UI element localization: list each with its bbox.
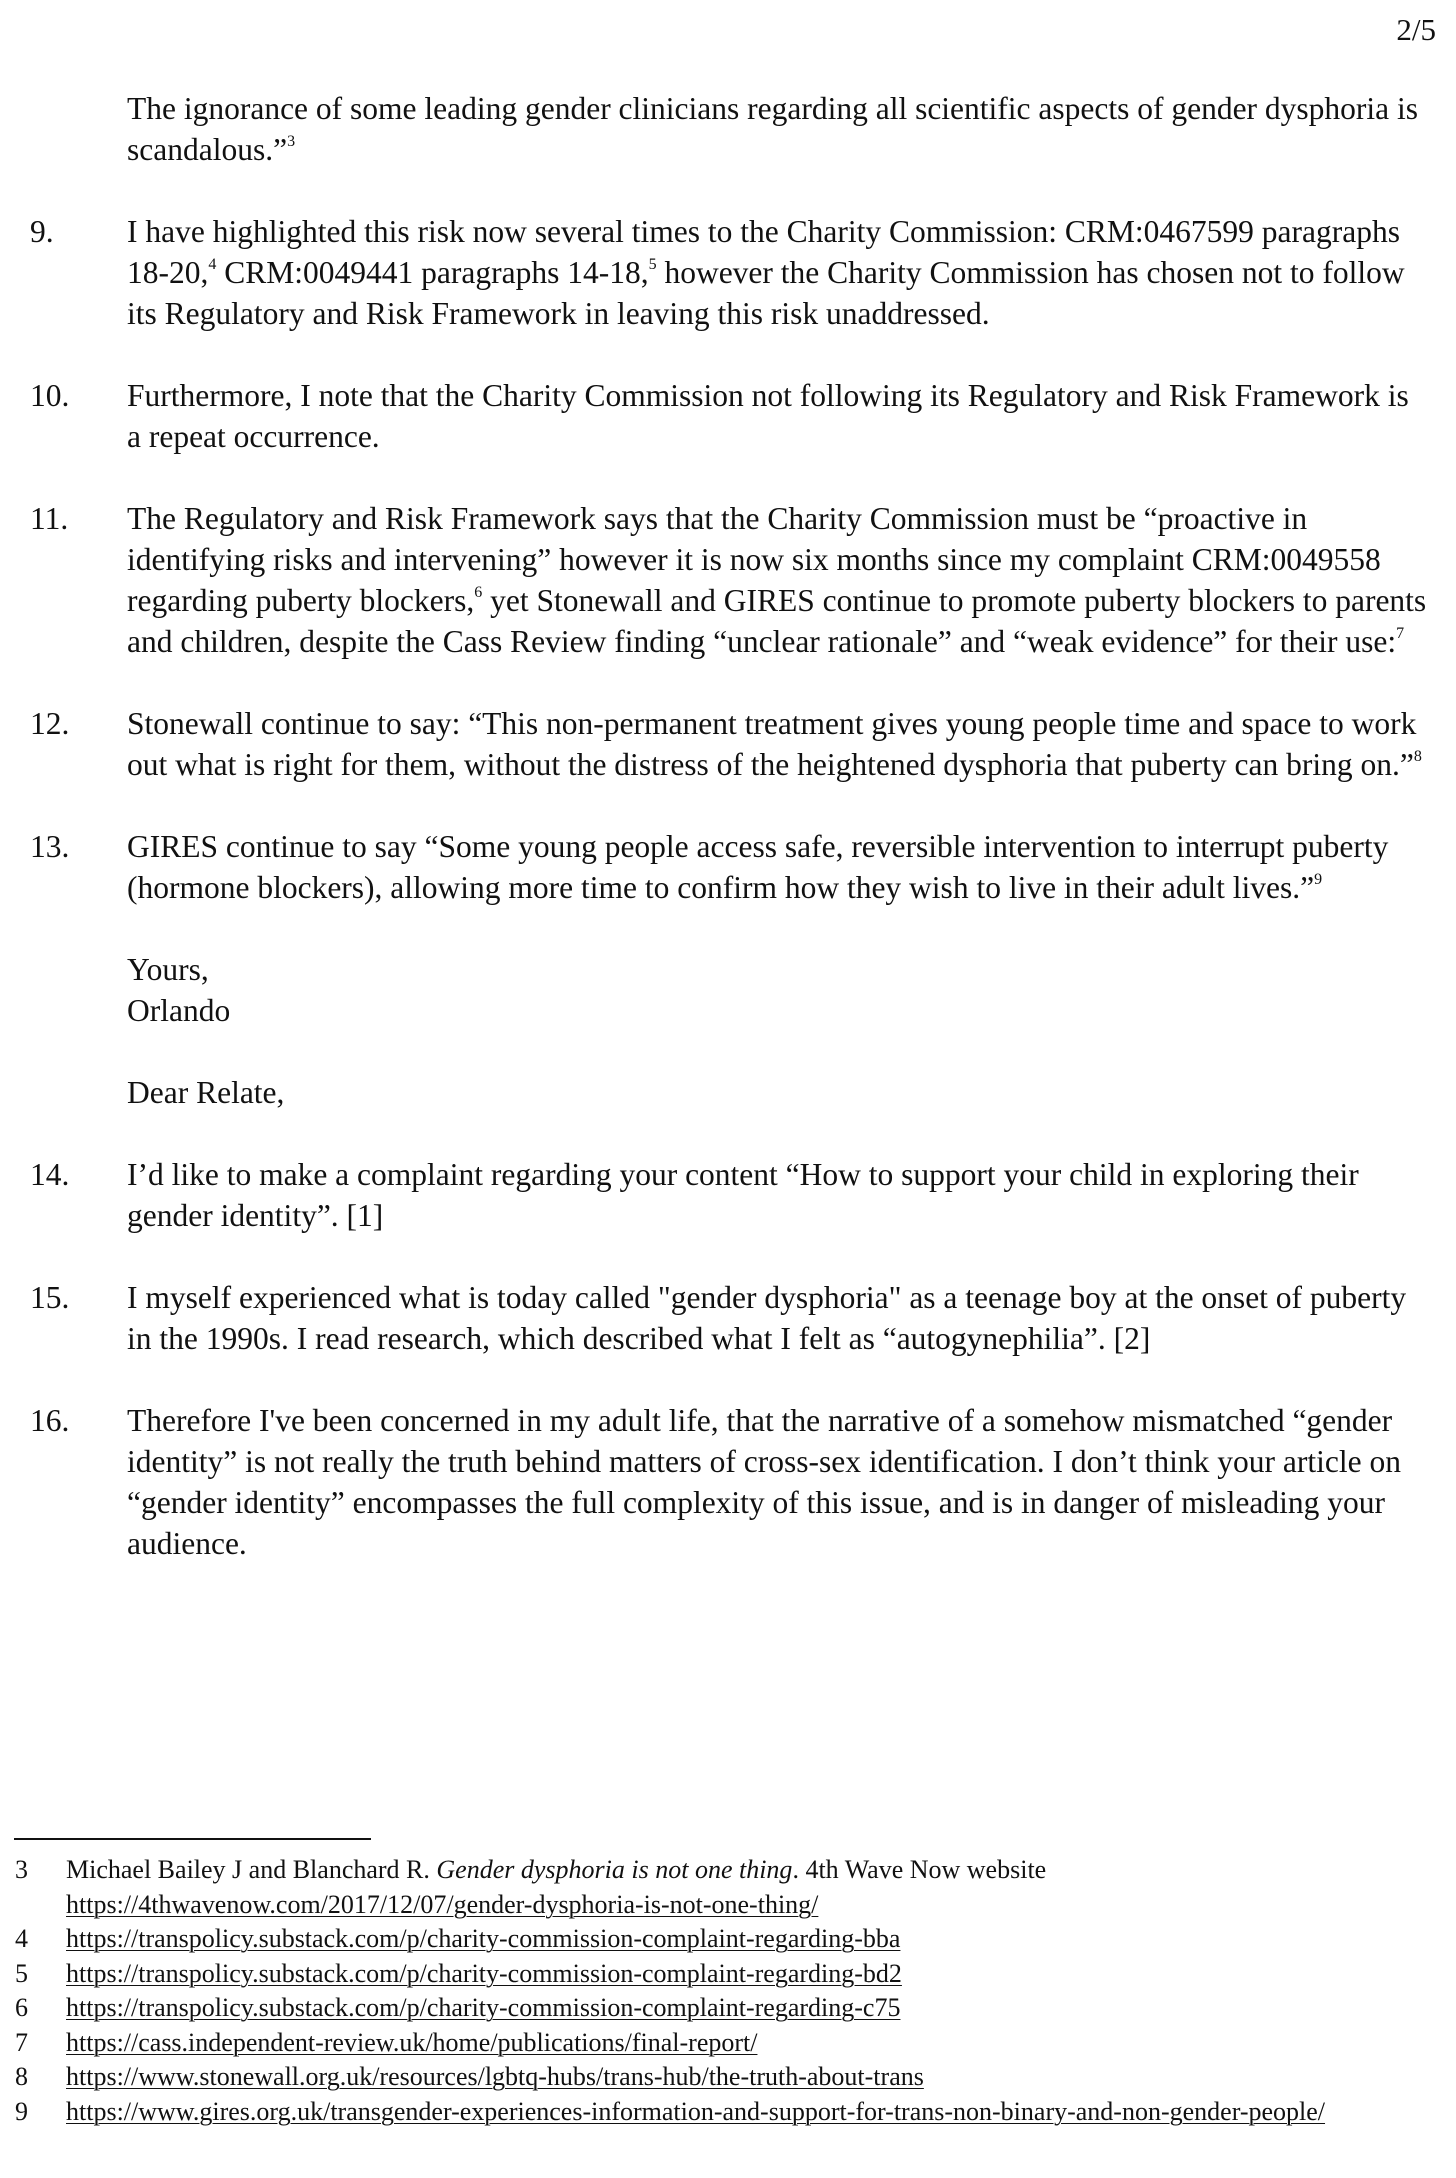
paragraph-text: GIRES continue to say “Some young people access safe, reversible intervention to interrupt puberty (hormone blockers), allowing more time to confirm how they wish to live in their adult lives.” [127, 829, 1389, 905]
paragraph-14 [30, 1154, 1427, 1236]
paragraph-number: 12. [30, 706, 70, 741]
footnote-number: 7 [15, 2027, 28, 2057]
letter-body [0, 88, 1456, 1605]
quote-continuation [127, 88, 1427, 170]
footnote-ref-7[interactable]: 7 [1396, 625, 1405, 642]
footnote-citation: Michael Bailey J and Blanchard R. [66, 1855, 437, 1884]
footnote-link[interactable]: https://transpolicy.substack.com/p/charity-commission-complaint-regarding-bba [66, 1924, 901, 1953]
page-number: 2/5 [1396, 12, 1436, 47]
paragraph-text: I’d like to make a complaint regarding your content “How to support your child in exploring their gender identity”. [1] [127, 1157, 1359, 1233]
footnote-divider [14, 1838, 371, 1840]
footnote-link[interactable]: https://4thwavenow.com/2017/12/07/gender-dysphoria-is-not-one-thing/ [66, 1889, 819, 1919]
paragraph-number: 9. [30, 214, 54, 249]
footnote-ref-3[interactable]: 3 [287, 133, 296, 150]
footnote-ref-8[interactable]: 8 [1413, 748, 1422, 765]
footnote-ref-4[interactable]: 4 [208, 256, 217, 273]
paragraph-text: yet Stonewall and GIRES continue to promote puberty blockers to parents and children, despite the Cass Review finding “unclear rationale” and “weak evidence” for their use: [127, 583, 1427, 659]
footnote-ref-5[interactable]: 5 [648, 256, 657, 273]
paragraph-number: 10. [30, 378, 70, 413]
footnote-9 [15, 2095, 1426, 2130]
footnote-ref-9[interactable]: 9 [1314, 871, 1323, 888]
paragraph-10 [30, 375, 1427, 457]
paragraph-11 [30, 498, 1427, 662]
footnotes [0, 1853, 1456, 2129]
footnote-6 [15, 1991, 1426, 2026]
footnote-7 [15, 2026, 1426, 2061]
paragraph-text: Stonewall continue to say: “This non-permanent treatment gives young people time and space to work out what is right for them, without the distress of the heightened dysphoria that puberty can bring on.” [127, 706, 1417, 782]
paragraph-13 [30, 826, 1427, 908]
paragraph-text: Furthermore, I note that the Charity Commission not following its Regulatory and Risk Framework is a repeat occurrence. [127, 378, 1409, 454]
footnote-number: 8 [15, 2062, 28, 2091]
signature-name: Orlando [127, 993, 231, 1028]
paragraph-text: I myself experienced what is today called "gender dysphoria" as a teenage boy at the onset of puberty in the 1990s. I read research, which described what I felt as “autogynephilia”. [2] [127, 1280, 1407, 1356]
footnote-link[interactable]: https://cass.independent-review.uk/home/publications/final-report/ [66, 2027, 758, 2057]
footnote-3 [15, 1853, 1426, 1922]
footnote-number: 6 [15, 1993, 28, 2022]
paragraph-text: The Regulatory and Risk Framework says that the Charity Commission must be “proactive in identifying risks and intervening” however it is now six months since my complaint CRM:0049558 regarding puberty blockers, [127, 501, 1381, 618]
paragraph-number: 13. [30, 829, 70, 864]
footnote-citation-tail: . 4th Wave Now website [792, 1855, 1047, 1884]
footnote-number: 3 [15, 1855, 28, 1884]
footnote-ref-6[interactable]: 6 [474, 584, 483, 601]
paragraph-text: Therefore I've been concerned in my adult life, that the narrative of a somehow mismatched “gender identity” is not really the truth behind matters of cross-sex identification. I don’t think your article on “gender identity” encompasses the full complexity of this issue, and is in danger of misleading your audience. [127, 1403, 1401, 1561]
paragraph-number: 15. [30, 1280, 70, 1315]
paragraph-number: 16. [30, 1403, 70, 1438]
footnote-title: Gender dysphoria is not one thing [436, 1855, 793, 1884]
paragraph-12 [30, 703, 1427, 785]
footnote-link[interactable]: https://transpolicy.substack.com/p/charity-commission-complaint-regarding-c75 [66, 1993, 901, 2022]
paragraph-9 [30, 211, 1427, 334]
footnote-number: 5 [15, 1958, 28, 1988]
closing: Yours, [127, 952, 209, 987]
footnote-link[interactable]: https://www.stonewall.org.uk/resources/lgbtq-hubs/trans-hub/the-truth-about-trans [66, 2062, 924, 2091]
footnote-5 [15, 1957, 1426, 1992]
footnote-number: 9 [15, 2096, 28, 2126]
quote-text: The ignorance of some leading gender clinicians regarding all scientific aspects of gender dysphoria is scandalous.” [127, 91, 1419, 167]
paragraph-text: I have highlighted this risk now several times to the Charity Commission: CRM:0467599 paragraphs 18-20, [127, 214, 1400, 290]
footnote-link[interactable]: https://www.gires.org.uk/transgender-experiences-information-and-support-for-trans-non-binary-and-non-gender-people/ [66, 2096, 1326, 2126]
paragraph-15 [30, 1277, 1427, 1359]
footnote-4 [15, 1922, 1426, 1957]
paragraph-text: CRM:0049441 paragraphs 14-18, [216, 255, 649, 290]
paragraph-number: 11. [30, 501, 69, 536]
footnote-number: 4 [15, 1924, 28, 1953]
paragraph-text: however the Charity Commission has chosen not to follow its Regulatory and Risk Framework in leaving this risk unaddressed. [127, 255, 1405, 331]
salutation: Dear Relate, [127, 1075, 285, 1110]
footnote-8 [15, 2060, 1426, 2095]
paragraph-number: 14. [30, 1157, 70, 1192]
paragraph-16 [30, 1400, 1427, 1564]
footnote-link[interactable]: https://transpolicy.substack.com/p/charity-commission-complaint-regarding-bd2 [66, 1958, 902, 1988]
